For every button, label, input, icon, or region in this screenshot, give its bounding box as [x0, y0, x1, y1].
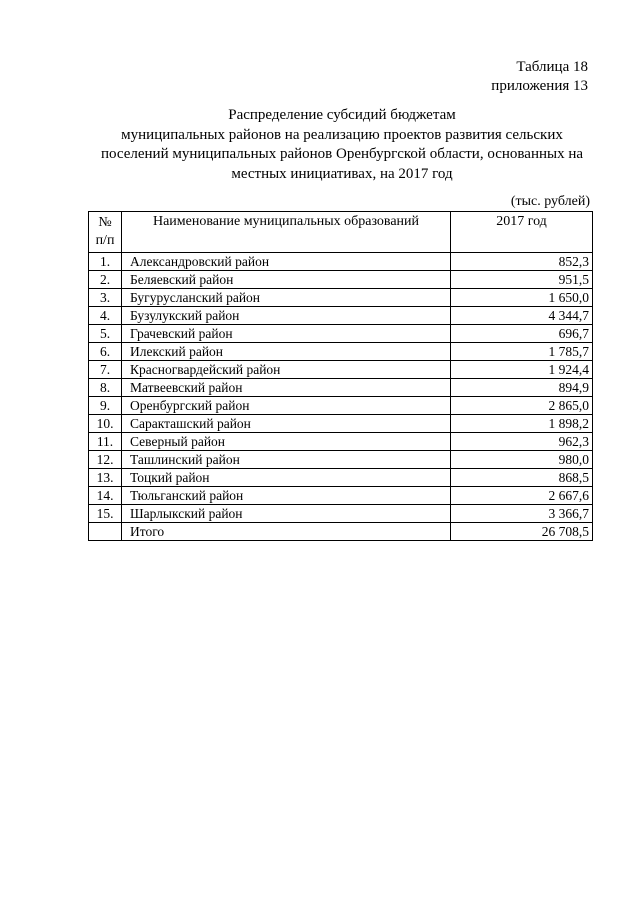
row-number: 6.	[89, 343, 122, 361]
table-row	[89, 433, 593, 451]
subsidy-value: 696,7	[451, 325, 593, 343]
district-name: Беляевский район	[122, 271, 451, 289]
total-value: 26 708,5	[451, 523, 593, 541]
total-number-cell	[89, 523, 122, 541]
table-row	[89, 325, 593, 343]
subsidy-value: 951,5	[451, 271, 593, 289]
subsidy-value: 980,0	[451, 451, 593, 469]
subsidy-value: 3 366,7	[451, 505, 593, 523]
row-number: 12.	[89, 451, 122, 469]
subsidy-value: 2 667,6	[451, 487, 593, 505]
table-row	[89, 487, 593, 505]
subsidy-value: 894,9	[451, 379, 593, 397]
row-number: 4.	[89, 307, 122, 325]
district-name: Красногвардейский район	[122, 361, 451, 379]
table-row	[89, 505, 593, 523]
unit-label: (тыс. рублей)	[510, 194, 590, 209]
table-row	[89, 289, 593, 307]
table-row	[89, 271, 593, 289]
table-row	[89, 451, 593, 469]
appendix-number: приложения 13	[491, 78, 588, 94]
row-number: 10.	[89, 415, 122, 433]
table-reference	[491, 58, 588, 96]
row-number: 11.	[89, 433, 122, 451]
header-number: № п/п	[89, 212, 122, 253]
district-name: Шарлыкский район	[122, 505, 451, 523]
row-number: 14.	[89, 487, 122, 505]
table-row	[89, 307, 593, 325]
district-name: Ташлинский район	[122, 451, 451, 469]
table-number: Таблица 18	[516, 59, 588, 75]
title-line-3: поселений муниципальных районов Оренбургской области, основанных на	[100, 146, 584, 162]
district-name: Бузулукский район	[122, 307, 451, 325]
row-number: 13.	[89, 469, 122, 487]
district-name: Александровский район	[122, 253, 451, 271]
row-number: 3.	[89, 289, 122, 307]
row-number: 9.	[89, 397, 122, 415]
row-number: 7.	[89, 361, 122, 379]
table-row	[89, 253, 593, 271]
table-header-row	[89, 212, 593, 253]
row-number: 2.	[89, 271, 122, 289]
district-name: Матвеевский район	[122, 379, 451, 397]
table-row	[89, 469, 593, 487]
district-name: Бугурусланский район	[122, 289, 451, 307]
subsidy-value: 4 344,7	[451, 307, 593, 325]
table-row	[89, 379, 593, 397]
row-number: 8.	[89, 379, 122, 397]
subsidy-value: 852,3	[451, 253, 593, 271]
row-number: 1.	[89, 253, 122, 271]
subsidy-value: 1 924,4	[451, 361, 593, 379]
subsidy-table	[88, 211, 593, 541]
title-line-1: Распределение субсидий бюджетам	[228, 107, 456, 123]
title-line-2: муниципальных районов на реализацию проектов развития сельских	[121, 126, 563, 143]
table-row	[89, 415, 593, 433]
document-title	[88, 106, 596, 184]
district-name: Оренбургский район	[122, 397, 451, 415]
table-body	[89, 253, 593, 523]
title-line-4: местных инициативах, на 2017 год	[231, 165, 453, 182]
district-name: Северный район	[122, 433, 451, 451]
table-row	[89, 343, 593, 361]
subsidy-value: 868,5	[451, 469, 593, 487]
district-name: Тоцкий район	[122, 469, 451, 487]
district-name: Тюльганский район	[122, 487, 451, 505]
district-name: Грачевский район	[122, 325, 451, 343]
subsidy-value: 2 865,0	[451, 397, 593, 415]
table-row	[89, 361, 593, 379]
subsidy-value: 1 898,2	[451, 415, 593, 433]
header-year: 2017 год	[451, 212, 593, 253]
subsidy-value: 962,3	[451, 433, 593, 451]
total-label: Итого	[122, 523, 451, 541]
table-row	[89, 397, 593, 415]
row-number: 15.	[89, 505, 122, 523]
district-name: Илекский район	[122, 343, 451, 361]
district-name: Саракташский район	[122, 415, 451, 433]
subsidy-value: 1 650,0	[451, 289, 593, 307]
subsidy-value: 1 785,7	[451, 343, 593, 361]
header-name: Наименование муниципальных образований	[122, 212, 451, 253]
total-row	[89, 523, 593, 541]
row-number: 5.	[89, 325, 122, 343]
